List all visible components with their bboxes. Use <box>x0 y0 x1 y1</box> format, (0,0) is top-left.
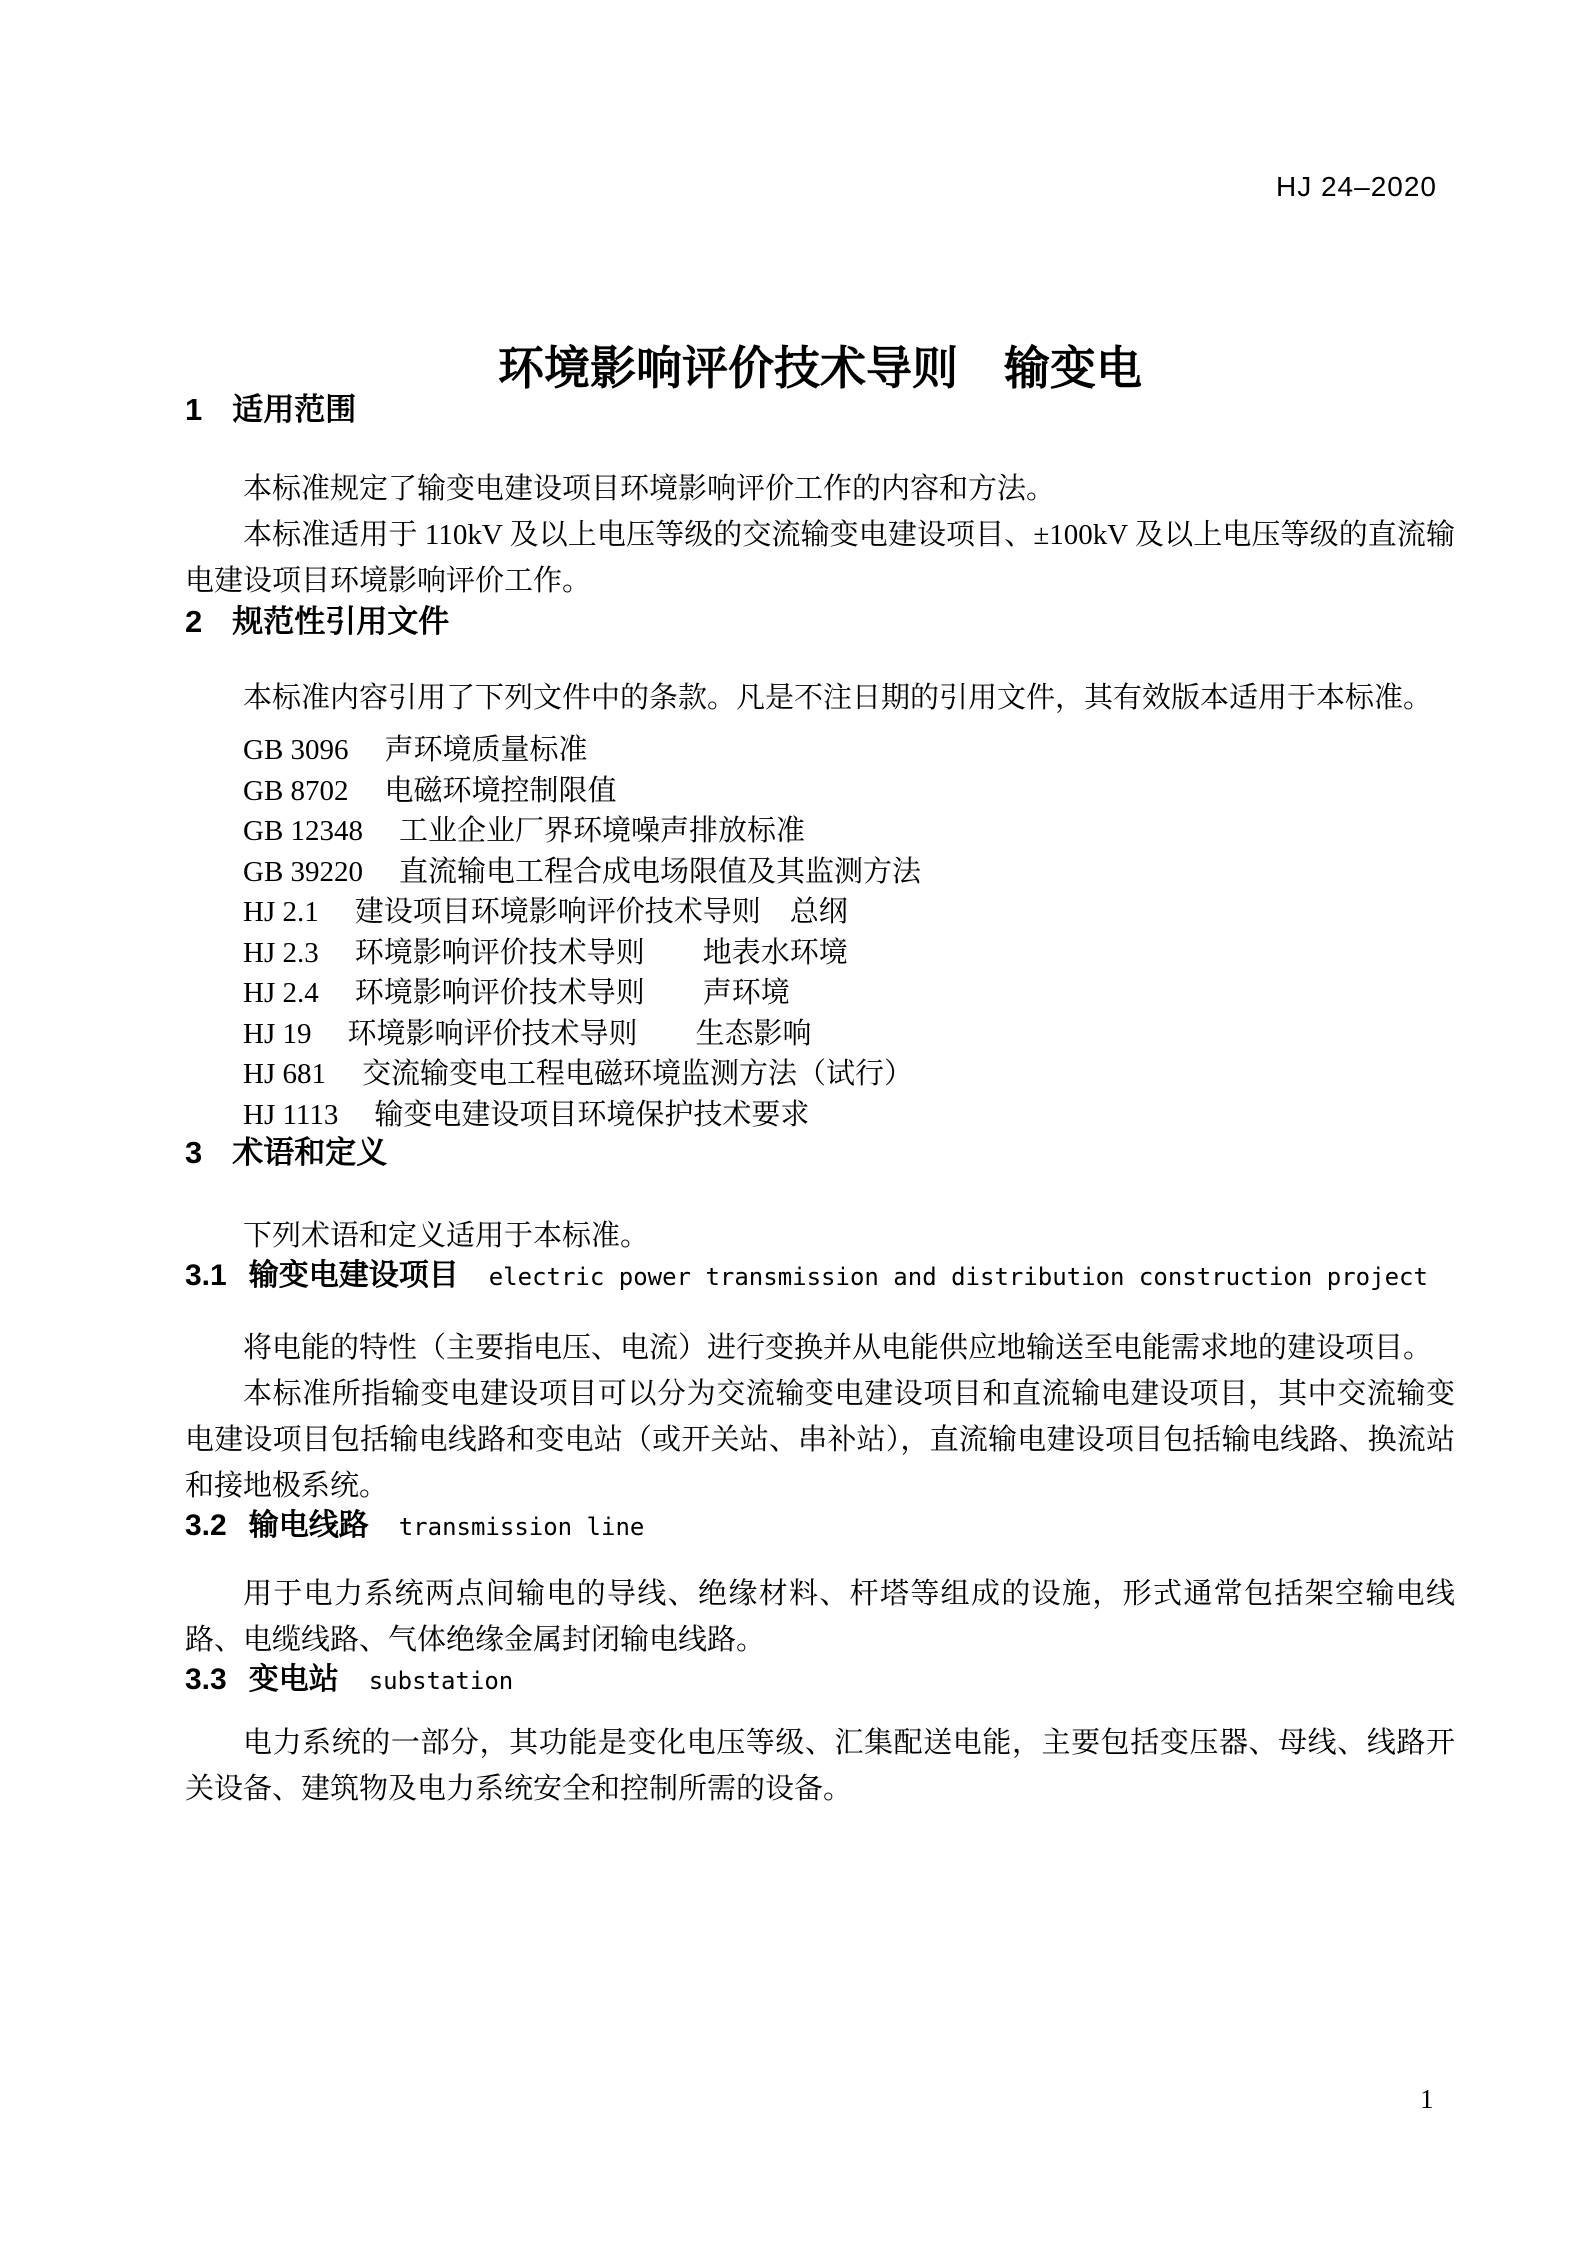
ref-title: 电磁环境控制限值 <box>384 774 617 807</box>
reference-item <box>243 811 1455 852</box>
section-title: 适用范围 <box>232 392 357 427</box>
ref-code: HJ 1113 <box>243 1098 339 1131</box>
doc-code: HJ 24–2020 <box>1275 171 1437 202</box>
ref-code: HJ 19 <box>243 1017 312 1050</box>
term-3-1 <box>185 1259 1455 1509</box>
term-3-2 <box>185 1509 1455 1663</box>
ref-code: HJ 2.4 <box>243 977 319 1009</box>
section-references <box>185 604 1455 1135</box>
paragraph: 下列术语和定义适用于本标准。 <box>243 1220 650 1252</box>
reference-item <box>243 1014 1455 1055</box>
section-title: 术语和定义 <box>232 1135 388 1170</box>
reference-list <box>185 730 1455 1135</box>
section-scope <box>185 392 1455 604</box>
term-heading <box>185 1259 1455 1294</box>
ref-title: 输变电建设项目环境保护技术要求 <box>374 1098 810 1131</box>
paragraph: 用于电力系统两点间输电的导线、绝缘材料、杆塔等组成的设施，形式通常包括架空输电线路、电缆线路、气体绝缘金属封闭输电线路。 <box>185 1578 1455 1656</box>
ref-code: GB 8702 <box>243 774 349 807</box>
page-number: 1 <box>1420 2084 1434 2114</box>
ref-title: 环境影响评价技术导则 地表水环境 <box>354 936 848 969</box>
paragraph: 本标准内容引用了下列文件中的条款。凡是不注日期的引用文件，其有效版本适用于本标准。 <box>243 682 1433 714</box>
reference-item <box>243 892 1455 933</box>
section-references-heading <box>185 604 1455 640</box>
paragraph: 本标准适用于 110kV 及以上电压等级的交流输变电建设项目、±100kV 及以上电压等级的直流输电建设项目环境影响评价工作。 <box>185 519 1455 597</box>
reference-item <box>243 933 1455 974</box>
ref-title: 建设项目环境影响评价技术导则 总纲 <box>354 896 848 928</box>
ref-title: 工业企业厂界环境噪声排放标准 <box>399 815 806 847</box>
ref-title: 环境影响评价技术导则 声环境 <box>354 977 790 1009</box>
term-en: transmission line <box>398 1513 645 1541</box>
term-heading <box>185 1663 1455 1698</box>
reference-item <box>243 973 1455 1014</box>
term-zh: 变电站 <box>248 1663 339 1696</box>
section-title: 规范性引用文件 <box>232 604 450 639</box>
section-scope-heading <box>185 392 1455 428</box>
term-zh: 输电线路 <box>248 1509 369 1542</box>
ref-code: HJ 681 <box>243 1058 326 1090</box>
term-number: 3.1 <box>185 1259 227 1292</box>
paragraph: 本标准规定了输变电建设项目环境影响评价工作的内容和方法。 <box>243 473 1056 505</box>
ref-title: 直流输电工程合成电场限值及其监测方法 <box>399 855 922 888</box>
section-terms-heading <box>185 1135 1455 1171</box>
reference-item <box>243 771 1455 812</box>
reference-item <box>243 1095 1455 1136</box>
ref-code: GB 12348 <box>243 815 364 847</box>
reference-item <box>243 730 1455 771</box>
section-number: 3 <box>185 1135 203 1170</box>
ref-title: 交流输变电工程电磁环境监测方法（试行） <box>361 1058 913 1090</box>
ref-title: 环境影响评价技术导则 生态影响 <box>347 1017 812 1050</box>
ref-title: 声环境质量标准 <box>384 734 588 766</box>
term-number: 3.3 <box>185 1663 227 1696</box>
term-en: substation <box>368 1667 514 1695</box>
ref-code: HJ 2.3 <box>243 936 319 969</box>
doc-title: 环境影响评价技术导则 输变电 <box>498 342 1142 394</box>
reference-item <box>243 1054 1455 1095</box>
term-number: 3.2 <box>185 1509 227 1542</box>
ref-code: GB 39220 <box>243 855 364 888</box>
term-heading <box>185 1509 1455 1544</box>
term-en: electric power transmission and distribution construction project <box>488 1263 1428 1291</box>
section-terms <box>185 1135 1455 1812</box>
paragraph: 电力系统的一部分，其功能是变化电压等级、汇集配送电能，主要包括变压器、母线、线路开关设备、建筑物及电力系统安全和控制所需的设备。 <box>185 1727 1455 1805</box>
term-3-3 <box>185 1663 1455 1812</box>
term-zh: 输变电建设项目 <box>248 1259 459 1292</box>
ref-code: HJ 2.1 <box>243 896 319 928</box>
section-number: 1 <box>185 392 203 427</box>
section-number: 2 <box>185 604 203 639</box>
reference-item <box>243 852 1455 893</box>
paragraph: 本标准所指输变电建设项目可以分为交流输变电建设项目和直流输电建设项目，其中交流输变电建设项目包括输电线路和变电站（或开关站、串补站），直流输电建设项目包括输电线路、换流站和接地极系统。 <box>185 1378 1455 1502</box>
ref-code: GB 3096 <box>243 734 349 766</box>
paragraph: 将电能的特性（主要指电压、电流）进行变换并从电能供应地输送至电能需求地的建设项目。 <box>243 1332 1433 1364</box>
